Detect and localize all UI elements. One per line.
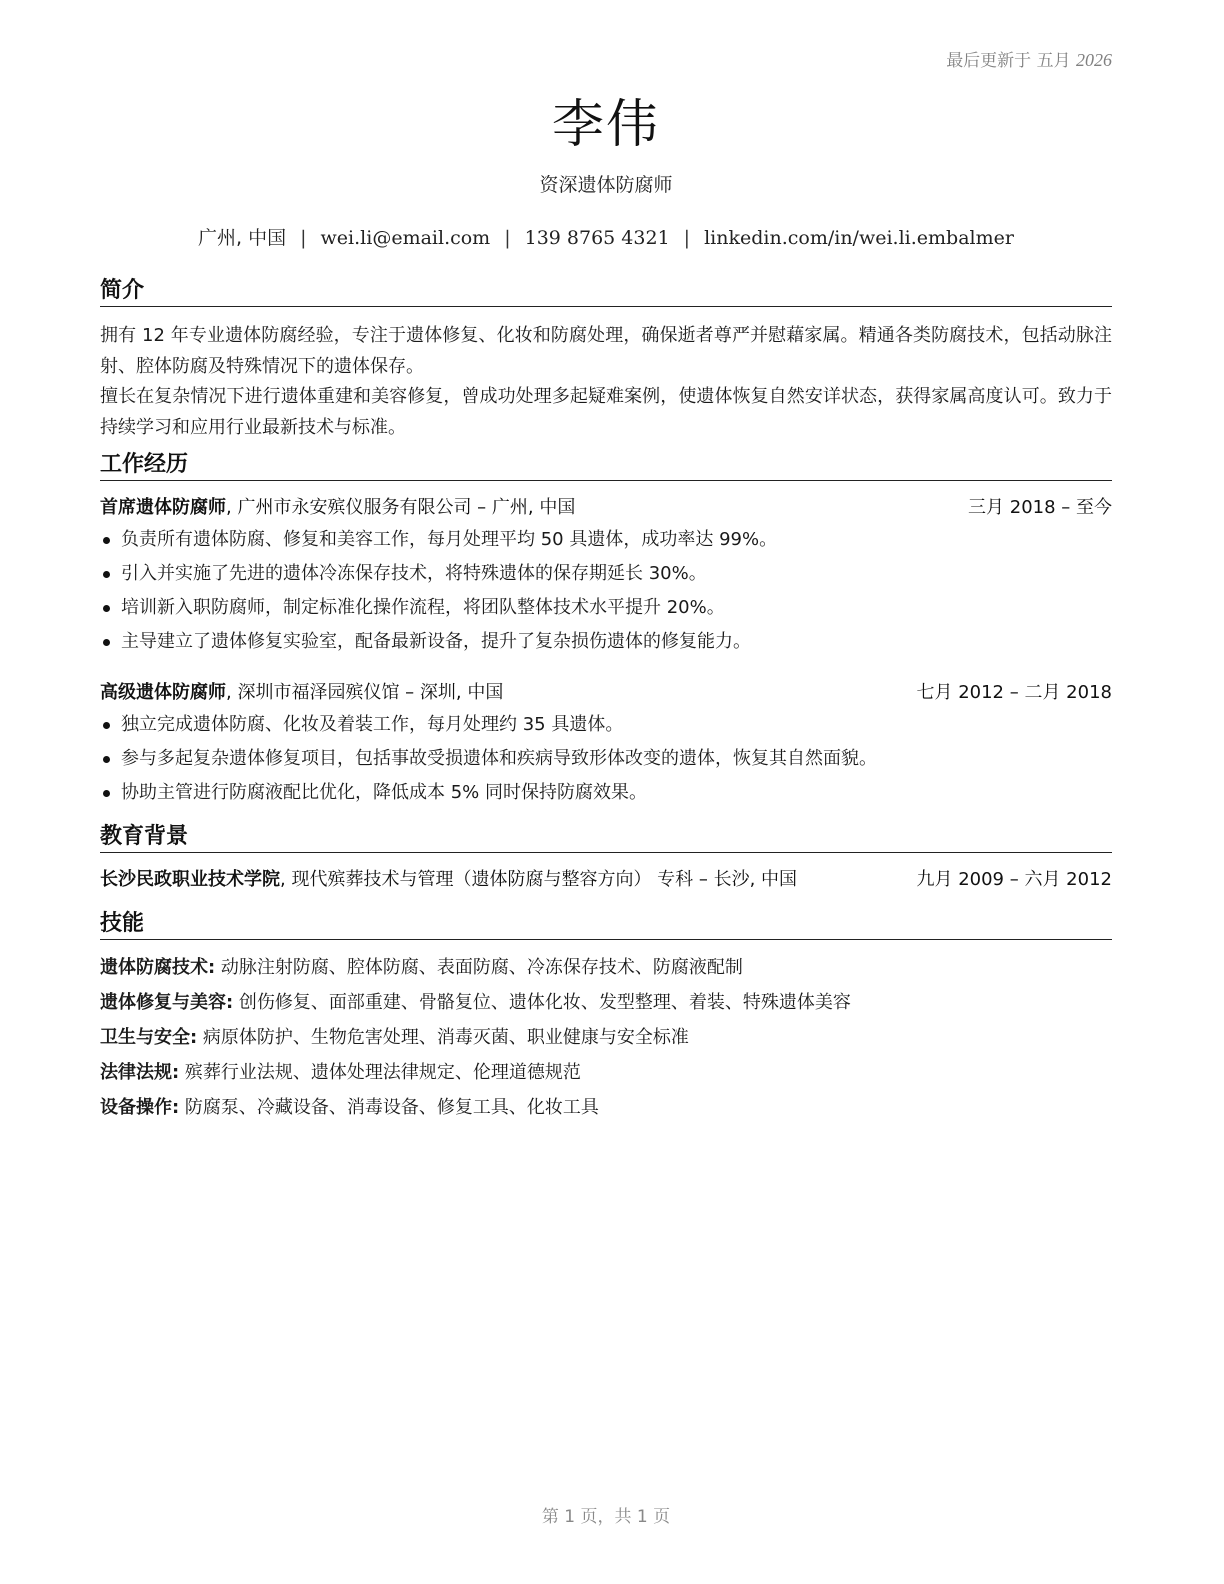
contact-separator: | <box>504 227 511 249</box>
section-heading-skills: 技能 <box>100 911 1112 940</box>
bullet-item <box>100 776 1112 810</box>
skill-label: 法律法规: <box>100 1062 180 1083</box>
section-heading-education: 教育背景 <box>100 824 1112 853</box>
bullet-item <box>100 557 1112 591</box>
job-organization: , 广州市永安殡仪服务有限公司 – 广州, 中国 <box>226 497 576 518</box>
summary-paragraph-1: 拥有 12 年专业遗体防腐经验，专注于遗体修复、化妆和防腐处理，确保逝者尊严并慰藉家属。精通各类防腐技术，包括动脉注射、腔体防腐及特殊情况下的遗体保存。 <box>100 325 1112 377</box>
bullet-text: 引入并实施了先进的遗体冷冻保存技术，将特殊遗体的保存期延长 30%。 <box>121 563 707 584</box>
job-header-2 <box>100 681 1112 705</box>
contact-email[interactable]: wei.li@email.com <box>320 227 491 249</box>
bullet-item <box>100 742 1112 776</box>
bullet-item <box>100 591 1112 625</box>
job-organization: , 深圳市福泽园殡仪馆 – 深圳, 中国 <box>226 682 504 703</box>
education-line <box>100 868 797 892</box>
job-role: 高级遗体防腐师 <box>100 682 226 703</box>
bullet-text: 参与多起复杂遗体修复项目，包括事故受损遗体和疾病导致形体改变的遗体，恢复其自然面貌。 <box>121 748 877 769</box>
bullet-item <box>100 625 1112 659</box>
skill-row <box>100 1020 1112 1055</box>
bullet-dot-icon <box>103 756 110 763</box>
job-header-1 <box>100 496 1112 520</box>
job-title-line <box>100 681 503 705</box>
skill-row <box>100 1090 1112 1125</box>
skill-value: 动脉注射防腐、腔体防腐、表面防腐、冷冻保存技术、防腐液配制 <box>215 957 743 978</box>
job-bullets-2 <box>100 708 1112 810</box>
bullet-text: 协助主管进行防腐液配比优化，降低成本 5% 同时保持防腐效果。 <box>121 782 647 803</box>
last-updated-year: 2026 <box>1076 50 1112 70</box>
contact-separator: | <box>300 227 307 249</box>
skill-label: 遗体防腐技术: <box>100 957 216 978</box>
bullet-text: 培训新入职防腐师，制定标准化操作流程，将团队整体技术水平提升 20%。 <box>121 597 725 618</box>
skill-label: 遗体修复与美容: <box>100 992 234 1013</box>
job-dates: 三月 2018 – 至今 <box>968 497 1112 518</box>
skill-value: 防腐泵、冷藏设备、消毒设备、修复工具、化妆工具 <box>179 1097 599 1118</box>
contact-location: 广州, 中国 <box>198 227 287 249</box>
bullet-dot-icon <box>103 639 110 646</box>
bullet-item <box>100 523 1112 557</box>
skills-list <box>100 950 1112 1125</box>
candidate-name: 李伟 <box>551 95 660 155</box>
education-entry <box>100 868 1112 892</box>
last-updated-label: 最后更新于 五月 <box>946 51 1071 71</box>
bullet-dot-icon <box>103 537 110 544</box>
skill-row <box>100 950 1112 985</box>
education-dates: 九月 2009 – 六月 2012 <box>916 869 1112 890</box>
section-heading-summary: 简介 <box>100 278 1112 307</box>
skill-value: 殡葬行业法规、遗体处理法律规定、伦理道德规范 <box>179 1062 581 1083</box>
contact-phone[interactable]: 139 8765 4321 <box>524 227 670 249</box>
bullet-text: 负责所有遗体防腐、修复和美容工作，每月处理平均 50 具遗体，成功率达 99%。 <box>121 529 778 550</box>
bullet-item <box>100 708 1112 742</box>
skill-row <box>100 985 1112 1020</box>
section-heading-experience: 工作经历 <box>100 452 1112 481</box>
skill-value: 创伤修复、面部重建、骨骼复位、遗体化妆、发型整理、着装、特殊遗体美容 <box>233 992 851 1013</box>
bullet-text: 独立完成遗体防腐、化妆及着装工作，每月处理约 35 具遗体。 <box>121 714 624 735</box>
job-dates: 七月 2012 – 二月 2018 <box>916 682 1112 703</box>
contact-linkedin[interactable]: linkedin.com/in/wei.li.embalmer <box>704 227 1014 249</box>
skill-row <box>100 1055 1112 1090</box>
bullet-dot-icon <box>103 722 110 729</box>
education-detail: , 现代殡葬技术与管理（遗体防腐与整容方向） 专科 – 长沙, 中国 <box>280 869 798 890</box>
job-title-line <box>100 496 575 520</box>
bullet-text: 主导建立了遗体修复实验室，配备最新设备，提升了复杂损伤遗体的修复能力。 <box>121 631 751 652</box>
job-role: 首席遗体防腐师 <box>100 497 226 518</box>
education-school: 长沙民政职业技术学院 <box>100 869 280 890</box>
candidate-title: 资深遗体防腐师 <box>539 174 673 196</box>
bullet-dot-icon <box>103 605 110 612</box>
resume-page <box>100 0 1112 1584</box>
skill-label: 设备操作: <box>100 1097 180 1118</box>
contact-line <box>100 223 1112 250</box>
last-updated <box>946 46 1112 71</box>
bullet-dot-icon <box>103 790 110 797</box>
skill-label: 卫生与安全: <box>100 1027 198 1048</box>
summary-paragraph-2: 擅长在复杂情况下进行遗体重建和美容修复，曾成功处理多起疑难案例，使遗体恢复自然安详状态，获得家属高度认可。致力于持续学习和应用行业最新技术与标准。 <box>100 386 1112 438</box>
bullet-dot-icon <box>103 571 110 578</box>
contact-separator: | <box>683 227 691 249</box>
skill-value: 病原体防护、生物危害处理、消毒灭菌、职业健康与安全标准 <box>197 1027 689 1048</box>
page-number: 第 1 页，共 1 页 <box>541 1507 671 1527</box>
job-bullets-1 <box>100 523 1112 659</box>
